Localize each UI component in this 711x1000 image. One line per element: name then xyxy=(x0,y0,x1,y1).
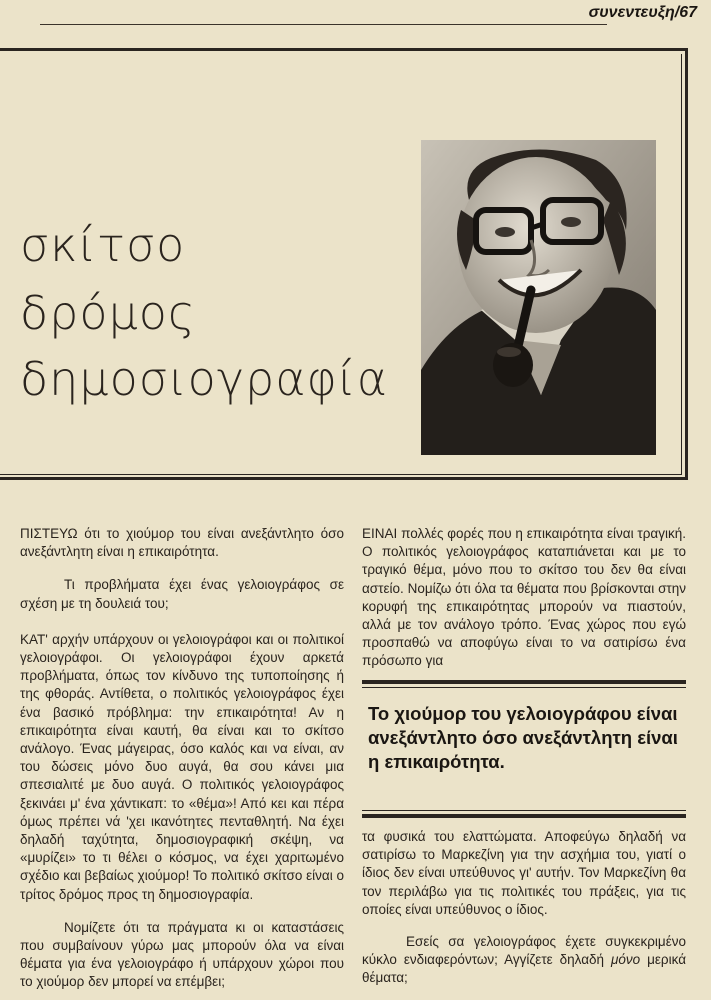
title-line-1: σκίτσο xyxy=(20,218,186,272)
pullquote-rule-bottom-thin xyxy=(362,810,686,811)
title-line-3: δημοσιογραφία xyxy=(20,352,389,406)
question-3-emphasis: μόνο xyxy=(611,952,641,968)
question-3-text-a: Εσείς σα γελοιογράφος έχετε συγκεκριμένο κύκλο ενδιαφερόντων; Αγγίζετε δηλαδή xyxy=(362,934,686,968)
left-column xyxy=(20,525,344,992)
answer-2-part-1: ΕΙΝΑΙ πολλές φορές που η επικαιρότητα είναι τραγική. Ο πολιτικός γελοιογράφος καταπιάνεται και με το τραγικό θέμα, μόνο που το σκίτσο του δεν θα είναι αστείο. Νομίζω ότι όλα τα θέματα που βρίσκονται στην κορυφή της επικαιρότητας μπορούν να πιαστούν, αλλά με τον ανάλογο τρόπο. Ένας χώρος που εγώ προσπαθώ να αποφύγω είναι το να σατιρίσω ένα πρόσωπο για xyxy=(362,526,686,669)
header-rule xyxy=(40,24,607,25)
portrait-photo xyxy=(421,140,656,455)
portrait-illustration xyxy=(421,140,656,455)
pullquote: Το χιούμορ του γελοιογράφου είναι ανεξάντλητο όσο ανεξάντλητη είναι η επικαιρότητα. xyxy=(368,703,678,772)
right-column xyxy=(362,525,686,671)
answer-2-part-2: τα φυσικά του ελαττώματα. Αποφεύγω δηλαδή να σατιρίσω το Μαρκεζίνη για την ασχήμια του, γιατί ο ίδιος δεν είναι υπεύθυνος γι' αυτήν. Τον Μαρκεζίνη θα τον περιλάβω για τις πολιτικές του πράξεις, για τις οποίες είναι υπεύθυνος ο ίδιος. xyxy=(362,829,686,917)
question-3 xyxy=(362,933,686,988)
answer-1: ΚΑΤ' αρχήν υπάρχουν οι γελοιογράφοι και οι πολιτικοί γελοιογράφοι. Οι γελοιογράφοι έχουν αρκετά προβλήματα, όπως τον κίνδυνο της τυποποίησης ή της φθοράς. Αντίθετα, ο πολιτικός γελοιογράφος έχει ένα βασικό πρόβλημα: την επικαιρότητα! Αν η επικαιρότητα είναι καυτή, θα είναι και το σκίτσο ανάλογο. Ένας μάγειρας, όσο καλός και να είναι, αν του δώσεις μόνο δυο αυγά, θα σου κάνει μια σπεσιαλιτέ με δυο αυγά. Ο πολιτικός γελοιογράφος ξεκινάει μ' ένα χάντικαπ: το «θέμα»! Από κει και πέρα όμως πρέπει νά 'χει ικανότητες πενταθλητή. Να έχει δηλαδή ταχύτητα, δημοσιογραφική σκέψη, να «μυρίζει» το τι θέλει ο κόσμος, να έχει χαριτωμένο σχέδιο και βεβαίως χιούμορ! Το πολιτικό σκίτσο είναι ο τρίτος δρόμος προς τη δημοσιογραφία. xyxy=(20,631,344,902)
question-2: Νομίζετε ότι τα πράγματα κι οι καταστάσεις που συμβαίνουν γύρω μας μπορούν όλα να είναι θέματα για ένα γελοιογράφο ή υπάρχουν χώροι που το χιούμορ δεν μπορεί να επέμβει; xyxy=(20,919,344,990)
question-1: Τι προβλήματα έχει ένας γελοιογράφος σε σχέση με τη δουλειά του; xyxy=(20,577,344,611)
question-3-text-b: μερικά θέματα; xyxy=(362,952,686,986)
pullquote-rule-top xyxy=(362,680,686,684)
title-line-2: δρόμος xyxy=(20,286,196,340)
right-column-continued xyxy=(362,828,686,988)
paragraph-intro: ΠΙΣΤΕΥΩ ότι το χιούμορ του είναι ανεξάντλητο όσο ανεξάντλητη είναι η επικαιρότητα. xyxy=(20,526,344,560)
pullquote-rule-bottom xyxy=(362,814,686,818)
section-header: συνεντευξη/67 xyxy=(588,4,697,21)
pullquote-rule-top-thin xyxy=(362,687,686,688)
